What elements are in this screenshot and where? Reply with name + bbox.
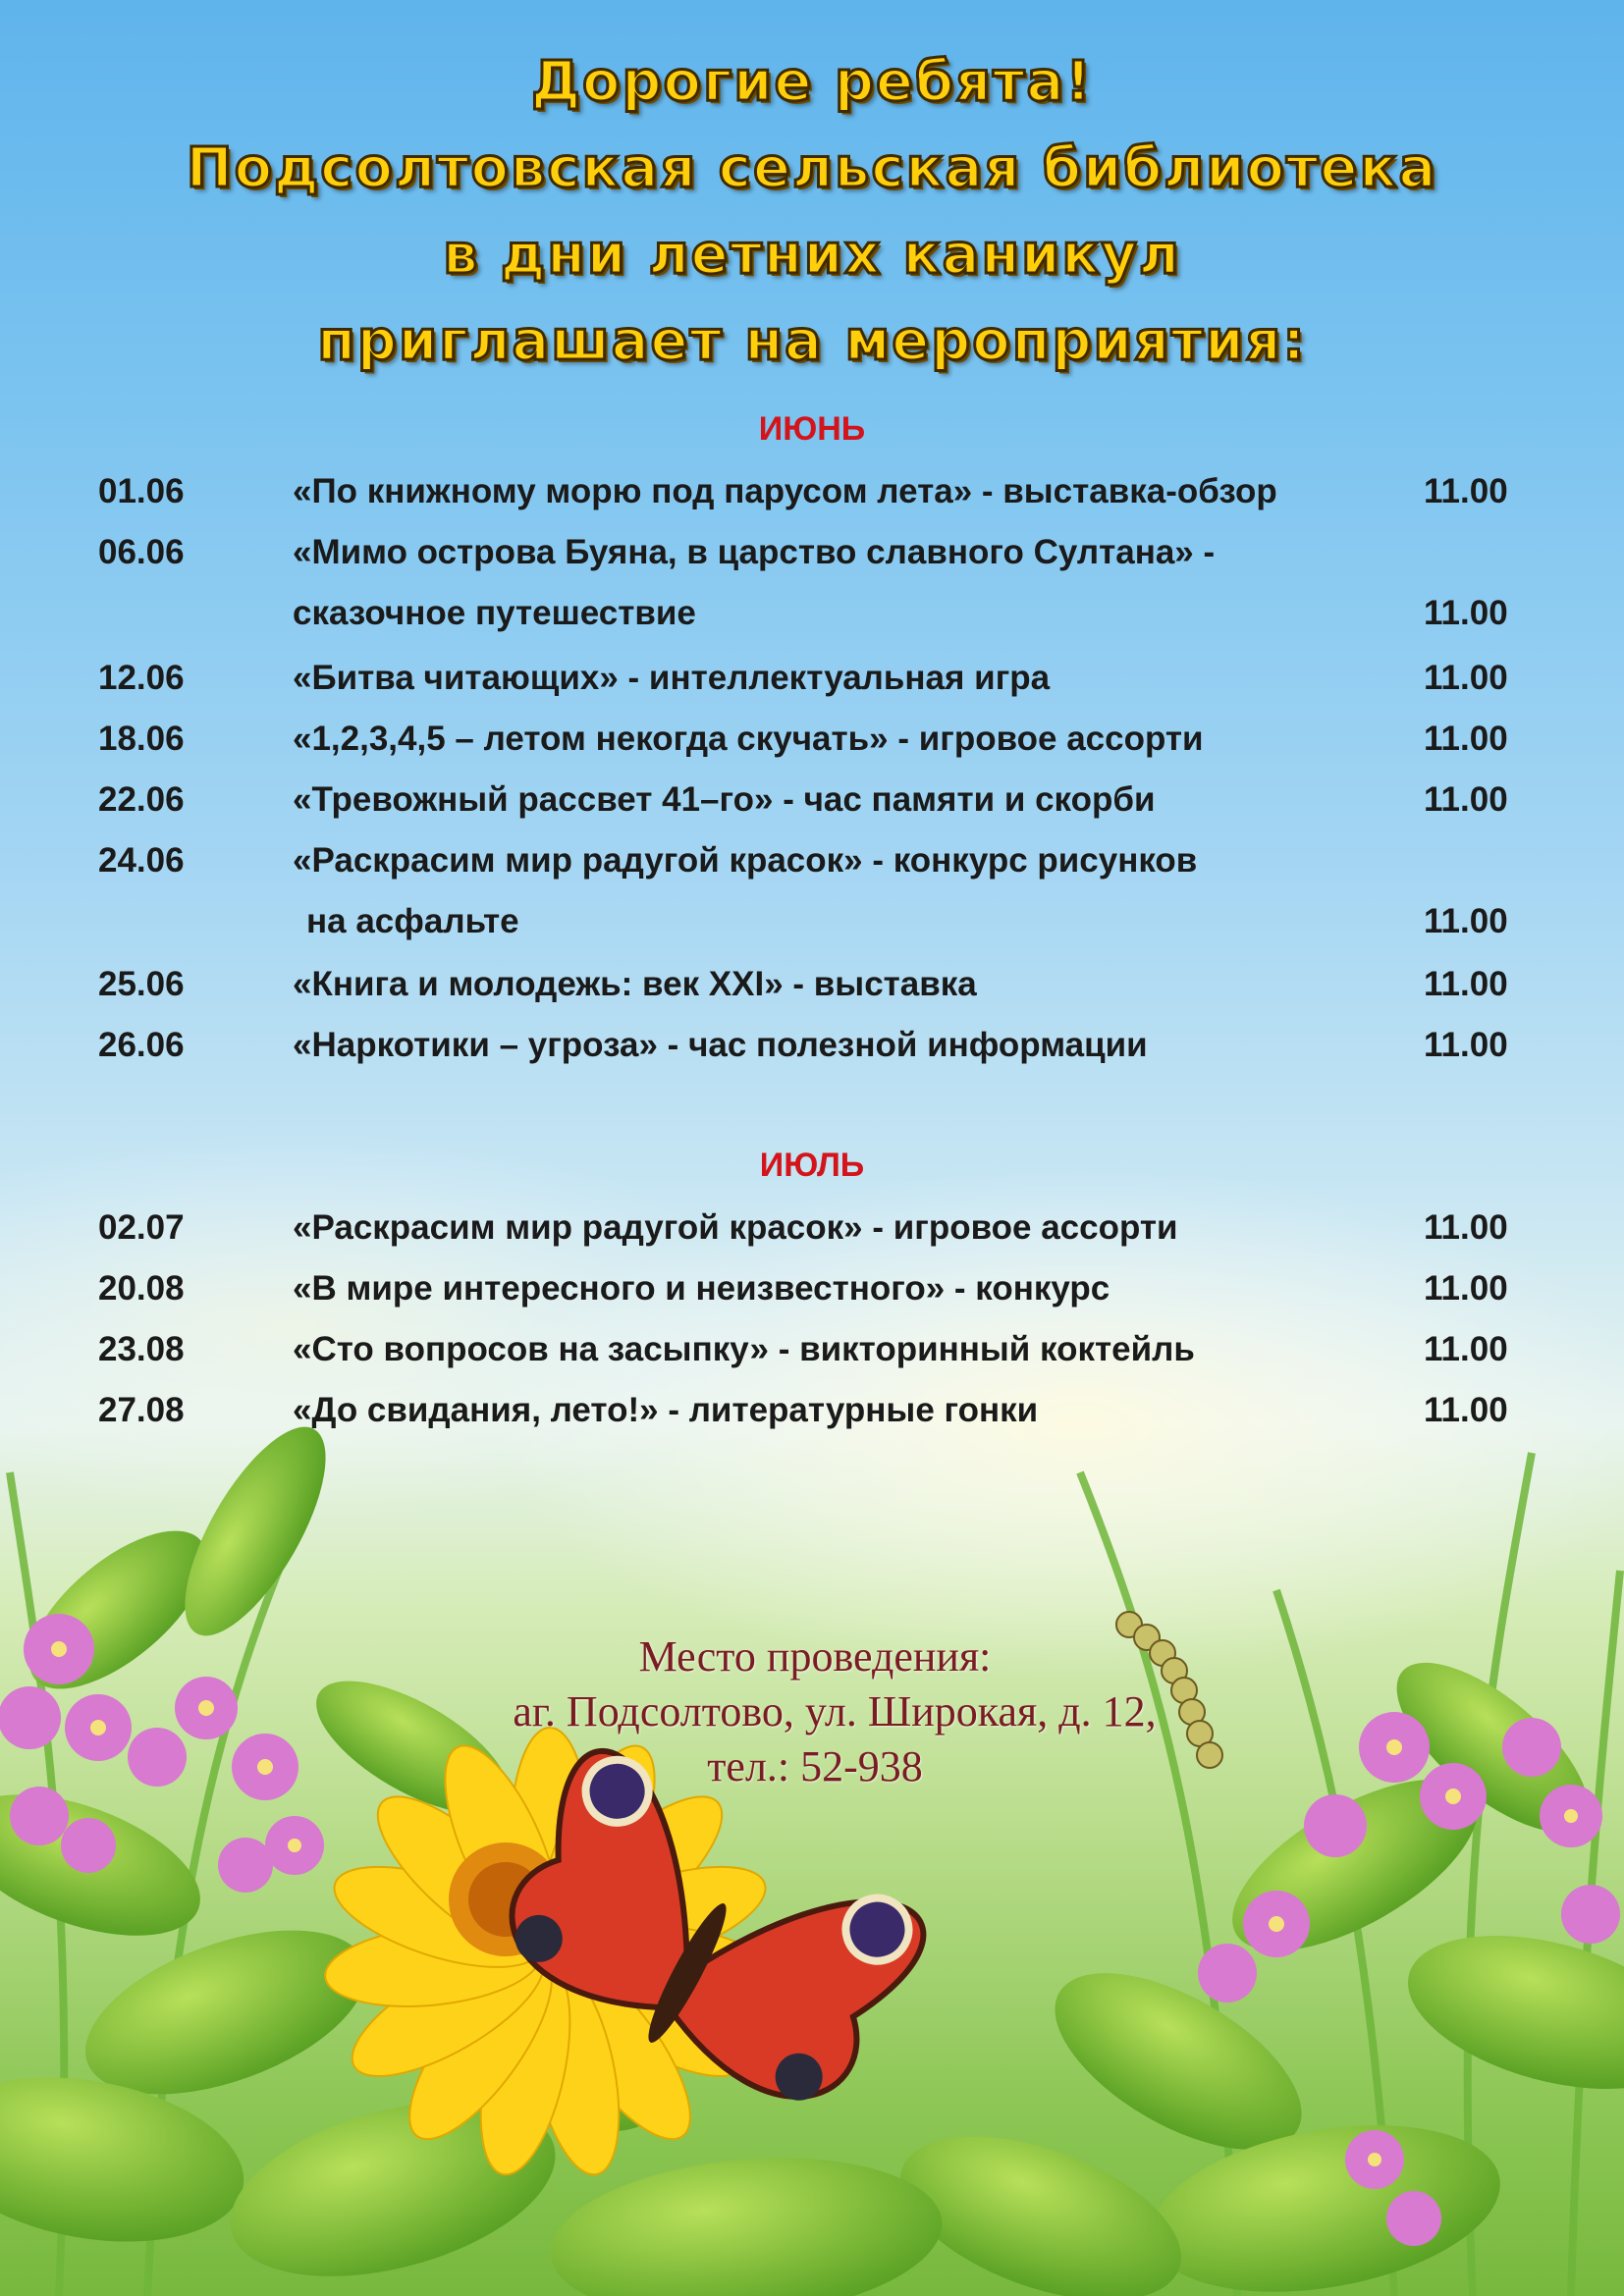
venue-label: Место проведения:	[638, 1632, 992, 1681]
event-title: «Сто вопросов на засыпку» - викторинный коктейль	[293, 1330, 1195, 1368]
event-date: 20.08	[98, 1269, 185, 1308]
header-invitation: приглашает на мероприятия:	[317, 309, 1307, 373]
event-time: 11.00	[1424, 1208, 1508, 1247]
month-title-june: ИЮНЬ	[758, 410, 866, 448]
event-time: 11.00	[1424, 1391, 1508, 1429]
event-title-continued: сказочное путешествие	[293, 594, 696, 632]
event-date: 12.06	[98, 659, 185, 697]
event-date: 01.06	[98, 472, 185, 510]
event-title: «По книжному морю под парусом лета» - выставка-обзор	[293, 472, 1277, 510]
event-row	[0, 1380, 1624, 1441]
event-date: 26.06	[98, 1026, 185, 1064]
event-title: «Мимо острова Буяна, в царство славного Султана» -	[293, 533, 1216, 571]
event-date: 18.06	[98, 720, 185, 758]
event-time: 11.00	[1424, 1269, 1508, 1308]
event-date: 25.06	[98, 965, 185, 1003]
event-row	[0, 1198, 1624, 1258]
event-row	[0, 1319, 1624, 1380]
month-title-july: ИЮЛЬ	[759, 1147, 865, 1184]
header-library-name: Подсолтовская сельская библиотека	[186, 136, 1438, 200]
event-date: 02.07	[98, 1208, 185, 1247]
event-row	[0, 770, 1624, 830]
event-time: 11.00	[1424, 780, 1508, 819]
event-time: 11.00	[1424, 965, 1508, 1003]
event-date: 22.06	[98, 780, 185, 819]
event-row	[0, 648, 1624, 709]
event-title: «Книга и молодежь: век XXI» - выставка	[293, 965, 977, 1003]
event-time: 11.00	[1424, 902, 1508, 940]
header-greeting: Дорогие ребята!	[531, 50, 1093, 114]
event-row	[0, 954, 1624, 1015]
event-title: «Тревожный рассвет 41–го» - час памяти и скорби	[293, 780, 1156, 819]
event-title-continued: на асфальте	[306, 902, 519, 940]
event-date: 23.08	[98, 1330, 185, 1368]
event-row	[0, 461, 1624, 522]
header-summer-holidays: в дни летних каникул	[443, 223, 1181, 287]
event-date: 24.06	[98, 841, 185, 880]
event-time: 11.00	[1424, 659, 1508, 697]
event-row	[0, 830, 1624, 940]
event-title: «Наркотики – угроза» - час полезной информации	[293, 1026, 1148, 1064]
event-time: 11.00	[1424, 1026, 1508, 1064]
event-row	[0, 1258, 1624, 1319]
event-title: «Раскрасим мир радугой красок» - конкурс рисунков	[293, 841, 1198, 880]
event-title: «В мире интересного и неизвестного» - конкурс	[293, 1269, 1110, 1308]
venue-phone: тел.: 52-938	[707, 1742, 923, 1790]
venue-address: аг. Подсолтово, ул. Широкая, д. 12,	[513, 1687, 1157, 1735]
event-time: 11.00	[1424, 1330, 1508, 1368]
event-date: 27.08	[98, 1391, 185, 1429]
event-row	[0, 709, 1624, 770]
event-title: «1,2,3,4,5 – летом некогда скучать» - игровое ассорти	[293, 720, 1204, 758]
event-title: «Битва читающих» - интеллектуальная игра	[293, 659, 1051, 697]
event-title: «Раскрасим мир радугой красок» - игровое ассорти	[293, 1208, 1178, 1247]
event-row	[0, 1015, 1624, 1076]
event-time: 11.00	[1424, 472, 1508, 510]
event-time: 11.00	[1424, 594, 1508, 632]
event-date: 06.06	[98, 533, 185, 571]
event-time: 11.00	[1424, 720, 1508, 758]
poster-header	[0, 39, 1624, 385]
event-title: «До свидания, лето!» - литературные гонки	[293, 1391, 1039, 1429]
venue-info	[491, 1629, 1178, 1794]
event-row	[0, 522, 1624, 632]
